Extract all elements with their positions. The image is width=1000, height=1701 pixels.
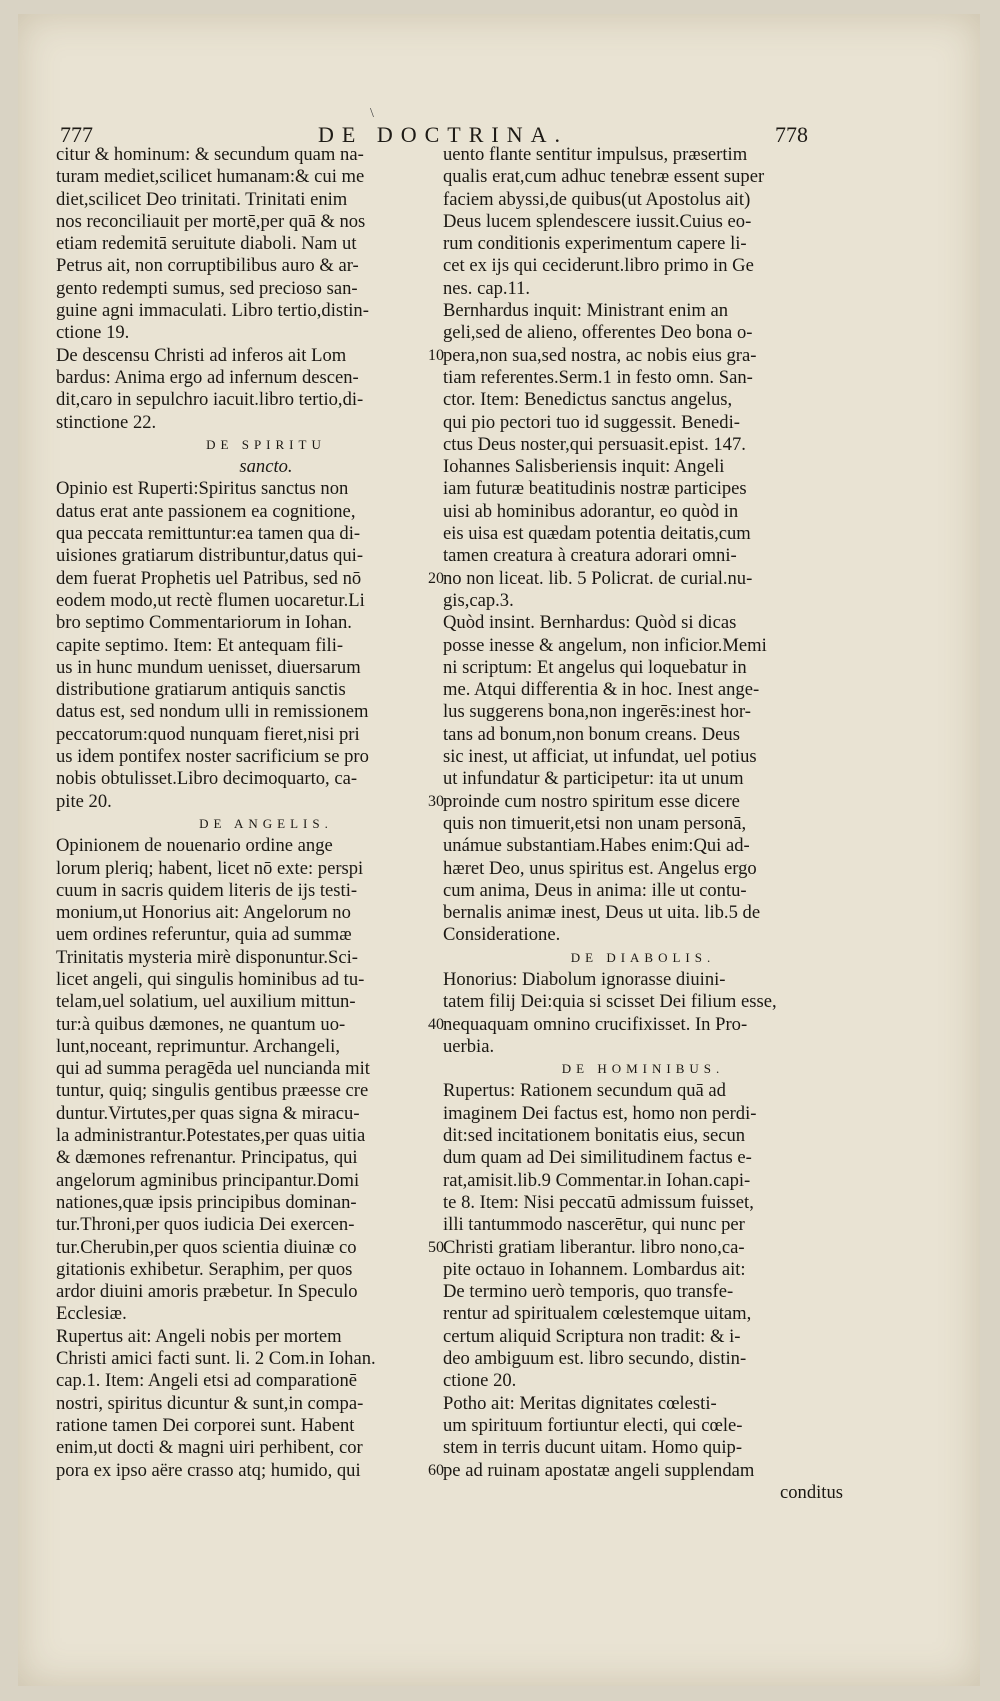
text-line: nes. cap.11. (443, 277, 531, 299)
text-line: eis uisa est quædam potentia deitatis,cum (443, 523, 751, 545)
text-line: uisi ab hominibus adorantur, eo quòd in (443, 500, 739, 522)
text-line: monium,ut Honorius ait: Angelorum no (56, 902, 351, 924)
text-line: qui ad summa peragēda uel nuncianda mit (56, 1058, 370, 1080)
text-line: certum aliquid Scriptura non tradit: & i- (443, 1325, 741, 1347)
text-line: conditus (779, 1481, 843, 1503)
line-number: 50 (428, 1238, 444, 1256)
text-line: um spirituum fortiuntur electi, qui cœle- (443, 1414, 743, 1436)
text-line: cet ex ijs qui ceciderunt.libro primo in Ge (443, 255, 754, 277)
line-number: 20 (428, 569, 444, 587)
text-line: tamen creatura à creatura adorari omni- (443, 545, 737, 567)
text-line: uem ordines referuntur, quia ad summæ (56, 924, 352, 946)
text-line: DE SPIRITU (206, 436, 326, 452)
left-column (56, 144, 476, 1482)
text-line: tur:à quibus dæmones, ne quantum uo- (56, 1013, 346, 1035)
text-line: tur.Cherubin,per quos scientia diuinæ co (56, 1236, 357, 1258)
text-line: pora ex ipso aëre crasso atq; humido, qui (56, 1459, 361, 1481)
text-line: sancto. (239, 456, 293, 478)
text-line: Iohannes Salisberiensis inquit: Angeli (443, 456, 725, 478)
text-line: quis non timuerit,etsi non unam personā, (443, 812, 747, 834)
text-line: ctione 19. (56, 322, 130, 344)
text-line: la administrantur.Potestates,per quas uitia (56, 1125, 366, 1147)
text-line: duntur.Virtutes,per quas signa & miracu- (56, 1102, 360, 1124)
text-line: eodem modo,ut rectè flumen uocaretur.Li (56, 589, 365, 611)
right-column (443, 144, 843, 1504)
text-line: nequaquam omnino crucifixisset. In Pro- (443, 1013, 748, 1035)
text-line: pite 20. (56, 790, 112, 812)
text-line: sic inest, ut afficiat, ut infundat, uel potius (443, 746, 757, 768)
text-line: pe ad ruinam apostatæ angeli supplendam (443, 1459, 755, 1481)
text-line: capite septimo. Item: Et antequam fili- (56, 634, 344, 656)
line-number: 60 (428, 1461, 444, 1479)
text-line: tans ad bonum,non bonum creans. Deus (443, 723, 740, 745)
text-line: & dæmones refrenantur. Principatus, qui (56, 1147, 358, 1169)
text-line: citur & hominum: & secundum quam na- (56, 144, 364, 165)
text-line: deo ambiguum est. libro secundo, distin- (443, 1348, 747, 1370)
text-line: us in hunc mundum uenisset, diuersarum (56, 656, 361, 678)
text-line: pite octauo in Iohannem. Lombardus ait: (443, 1258, 746, 1280)
text-line: enim,ut docti & magni uiri perhibent, cor (56, 1437, 363, 1459)
book-page (18, 14, 980, 1686)
line-number: 30 (428, 792, 444, 810)
ornament-mark: \ (370, 106, 374, 121)
text-line: te 8. Item: Nisi peccatū admissum fuisset, (443, 1191, 754, 1213)
text-line: rum conditionis experimentum capere li- (443, 233, 747, 255)
text-line: iam futuræ beatitudinis nostræ participes (443, 478, 747, 500)
text-line: ardor diuini amoris præbetur. In Speculo (56, 1281, 358, 1303)
text-line: rentur ad spiritualem cœlestemque uitam, (443, 1303, 752, 1325)
text-line: Petrus ait, non corruptibilibus auro & ar- (56, 255, 359, 277)
text-line: posse inesse & angelum, non inficior.Memi (443, 634, 767, 656)
text-line: illi tantummodo nascerētur, qui nunc per (443, 1214, 745, 1236)
page-number-right: 778 (775, 122, 808, 147)
page-number-left: 777 (60, 122, 93, 147)
text-line: angelorum agminibus principantur.Domi (56, 1169, 360, 1191)
text-line: gis,cap.3. (443, 589, 514, 611)
text-line: proinde cum nostro spiritum esse dicere (443, 790, 740, 812)
text-line: nationes,quæ ipsis principibus dominan- (56, 1191, 357, 1213)
text-line: licet angeli, qui singulis hominibus ad tu- (56, 968, 365, 990)
text-line: stem in terris ducunt uitam. Homo quip- (443, 1437, 743, 1459)
text-line: De descensu Christi ad inferos ait Lom (56, 344, 347, 366)
text-line: stinctione 22. (56, 411, 157, 433)
text-line: me. Atqui differentia & in hoc. Inest ange- (443, 679, 760, 701)
text-line: dit:sed incitationem bonitatis eius, secun (443, 1125, 746, 1147)
text-line: lus suggerens bona,non ingerēs:inest hor- (443, 701, 751, 723)
text-line: bro septimo Commentariorum in Iohan. (56, 612, 352, 634)
text-line: Potho ait: Meritas dignitates cœlesti- (443, 1392, 717, 1414)
running-title: DE DOCTRINA. (318, 122, 568, 147)
line-number: 10 (428, 346, 444, 364)
text-line: uerbia. (443, 1035, 495, 1057)
text-line: ctor. Item: Benedictus sanctus angelus, (443, 389, 733, 411)
text-line: turam mediet,scilicet humanam:& cui me (56, 166, 365, 188)
text-line: Christi gratiam liberantur. libro nono,ca- (443, 1236, 745, 1258)
text-line: DE ANGELIS. (199, 815, 333, 831)
text-line: nostri, spiritus dicuntur & sunt,in compa- (56, 1392, 364, 1414)
text-line: diet,scilicet Deo trinitati. Trinitati enim (56, 188, 348, 210)
text-line: nobis obtulisset.Libro decimoquarto, ca- (56, 768, 358, 790)
text-line: cuum in sacris quidem literis de ijs testi- (56, 879, 358, 901)
text-line: Christi amici facti sunt. li. 2 Com.in Iohan. (56, 1348, 376, 1370)
text-line: ut infundatur & participetur: ita ut unum (443, 768, 744, 790)
text-line: dum quam ad Dei similitudinem factus e- (443, 1147, 752, 1169)
text-line: tuntur, quiq; singulis gentibus præesse cre (56, 1080, 369, 1102)
text-line: Bernhardus inquit: Ministrant enim an (443, 300, 729, 322)
text-line: geli,sed de alieno, offerentes Deo bona o- (443, 322, 753, 344)
text-line: Honorius: Diabolum ignorasse diuini- (443, 968, 726, 990)
text-line: DE DIABOLIS. (570, 949, 716, 965)
text-line: dit,caro in sepulchro iacuit.libro tertio,di- (56, 389, 364, 411)
text-line: bernalis animæ inest, Deus ut uita. lib.5 de (443, 902, 761, 924)
text-line: Consideratione. (443, 924, 561, 946)
text-line: Trinitatis mysteria mirè disponuntur.Sci- (56, 946, 358, 968)
text-line: cap.1. Item: Angeli etsi ad comparationē (56, 1370, 358, 1392)
text-line: gento redempti sumus, sed precioso san- (56, 277, 358, 299)
text-line: telam,uel solatium, uel auxilium mittun- (56, 991, 356, 1013)
text-line: no non liceat. lib. 5 Policrat. de curial.nu- (443, 567, 753, 589)
text-line: us idem pontifex noster sacrificium se pro (56, 746, 369, 768)
text-line: ratione tamen Dei corporei sunt. Habent (56, 1414, 355, 1436)
text-line: tatem filij Dei:quia si scisset Dei filium esse, (443, 991, 777, 1013)
text-line: faciem abyssi,de quibus(ut Apostolus ait) (443, 188, 751, 210)
text-line: ni scriptum: Et angelus qui loquebatur in (443, 656, 747, 678)
text-line: uisiones gratiarum distribuntur,datus qui- (56, 545, 364, 567)
text-line: peccatorum:quod nunquam fieret,nisi pri (56, 723, 360, 745)
text-line: hæret Deo, unus spiritus est. Angelus ergo (443, 857, 757, 879)
text-line: dem fuerat Prophetis uel Patribus, sed nō (56, 567, 362, 589)
text-line: ctus Deus noster,qui persuasit.epist. 147. (443, 433, 746, 455)
text-line: uento flante sentitur impulsus, præsertim (443, 144, 748, 165)
text-line: lunt,noceant, reprimuntur. Archangeli, (56, 1035, 340, 1057)
text-line: Ecclesiæ. (56, 1303, 127, 1325)
text-line: De termino uerò temporis, quo transfe- (443, 1281, 734, 1303)
text-line: gitationis exhibetur. Seraphim, per quos (56, 1258, 353, 1280)
text-line: unámue substantiam.Habes enim:Qui ad- (443, 835, 750, 857)
text-line: Opinio est Ruperti:Spiritus sanctus non (56, 478, 349, 500)
text-line: pera,non sua,sed nostra, ac nobis eius gra- (443, 344, 757, 366)
text-line: distributione gratiarum antiquis sanctis (56, 679, 346, 701)
text-line: ctione 20. (443, 1370, 517, 1392)
text-line: etiam redemitā seruitute diaboli. Nam ut (56, 233, 357, 255)
text-line: Opinionem de nouenario ordine ange (56, 835, 333, 857)
text-line: cum anima, Deus in anima: ille ut contu- (443, 879, 747, 901)
text-line: bardus: Anima ergo ad infernum descen- (56, 366, 359, 388)
text-line: DE HOMINIBUS. (561, 1061, 725, 1077)
text-line: guine agni immaculati. Libro tertio,distin- (56, 300, 369, 322)
text-line: datus est, sed nondum ulli in remissionem (56, 701, 369, 723)
text-line: qui pio pectori tuo id suggessit. Benedi- (443, 411, 740, 433)
text-line: Quòd insint. Bernhardus: Quòd si dicas (443, 612, 737, 634)
line-number: 40 (428, 1015, 444, 1033)
text-line: Deus lucem splendescere iussit.Cuius eo- (443, 210, 752, 232)
text-line: imaginem Dei factus est, homo non perdi- (443, 1102, 757, 1124)
text-line: nos reconciliauit per mortē,per quā & nos (56, 210, 366, 232)
text-line: rat,amisit.lib.9 Commentar.in Iohan.capi- (443, 1169, 751, 1191)
text-line: qualis erat,cum adhuc tenebræ essent super (443, 166, 765, 188)
text-line: tur.Throni,per quos iudicia Dei exercen- (56, 1214, 355, 1236)
text-line: qua peccata remittuntur:ea tamen qua di- (56, 523, 361, 545)
text-line: Rupertus: Rationem secundum quā ad (443, 1080, 726, 1102)
text-line: Rupertus ait: Angeli nobis per mortem (56, 1325, 342, 1347)
text-line: datus erat ante passionem ea cognitione, (56, 500, 356, 522)
text-line: lorum pleriq; habent, licet nō exte: perspi (56, 857, 364, 879)
text-line: tiam referentes.Serm.1 in festo omn. San- (443, 366, 753, 388)
